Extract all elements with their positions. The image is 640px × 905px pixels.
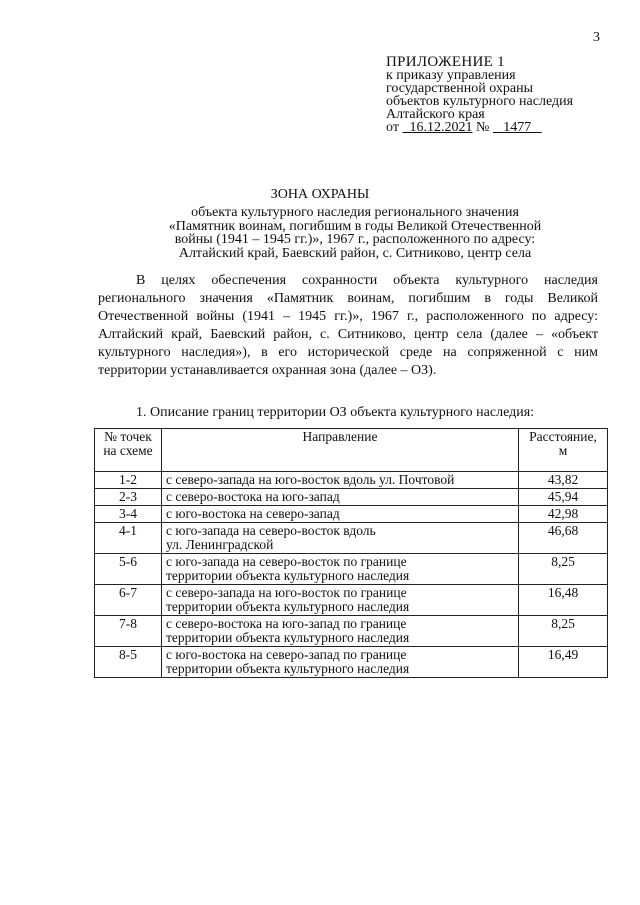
section-heading: 1. Описание границ территории ОЗ объекта культурного наследия: bbox=[136, 405, 535, 420]
table-row bbox=[95, 506, 608, 523]
boundary-table bbox=[94, 428, 608, 678]
direction-line: с северо-востока на юго-запад bbox=[166, 489, 340, 504]
cell-direction bbox=[162, 647, 519, 678]
appendix-title: ПРИЛОЖЕНИЕ 1 bbox=[386, 54, 505, 70]
cell-distance: 42,98 bbox=[519, 506, 608, 523]
zone-subtitle-line: Алтайский край, Баевский район, с. Ситниково, центр села bbox=[178, 245, 532, 261]
direction-line: с юго-востока на северо-запад по границе bbox=[166, 647, 407, 662]
direction-line: с юго-востока на северо-запад bbox=[166, 506, 340, 521]
cell-distance: 16,48 bbox=[519, 585, 608, 616]
cell-points: 4-1 bbox=[95, 523, 162, 554]
order-number-label: № bbox=[475, 120, 490, 135]
zone-title: ЗОНА ОХРАНЫ bbox=[270, 187, 370, 202]
direction-line: ул. Ленинградской bbox=[166, 537, 274, 552]
zone-subtitle-line: войны (1941 – 1945 гг.)», 1967 г., расположенного по адресу: bbox=[174, 232, 536, 247]
cell-distance: 45,94 bbox=[519, 489, 608, 506]
intro-paragraph bbox=[98, 272, 598, 380]
cell-direction bbox=[162, 489, 519, 506]
table-row bbox=[95, 523, 608, 554]
header-points: № точек на схеме bbox=[95, 429, 162, 472]
cell-distance: 16,49 bbox=[519, 647, 608, 678]
cell-distance: 43,82 bbox=[519, 472, 608, 489]
table-row bbox=[95, 554, 608, 585]
direction-line: с юго-запада на северо-восток вдоль bbox=[166, 523, 376, 538]
table-header-row bbox=[95, 429, 608, 472]
table-row bbox=[95, 616, 608, 647]
cell-direction bbox=[162, 554, 519, 585]
table-body bbox=[95, 472, 608, 678]
cell-distance: 46,68 bbox=[519, 523, 608, 554]
table-row bbox=[95, 647, 608, 678]
cell-points: 8-5 bbox=[95, 647, 162, 678]
header-distance: Расстояние, м bbox=[519, 429, 608, 472]
order-date: 16.12.2021 bbox=[409, 120, 473, 135]
appendix-line: Алтайского края bbox=[386, 107, 485, 122]
cell-distance: 8,25 bbox=[519, 616, 608, 647]
zone-subtitle-line: «Памятник воинам, погибшим в годы Великой Отечественной bbox=[168, 218, 542, 234]
cell-distance: 8,25 bbox=[519, 554, 608, 585]
table-row bbox=[95, 489, 608, 506]
cell-points: 1-2 bbox=[95, 472, 162, 489]
page-number: 3 bbox=[593, 30, 600, 45]
cell-direction bbox=[162, 523, 519, 554]
cell-points: 6-7 bbox=[95, 585, 162, 616]
cell-points: 3-4 bbox=[95, 506, 162, 523]
direction-line: с северо-запада на юго-восток по границе bbox=[166, 585, 407, 600]
appendix-line: государственной охраны bbox=[386, 81, 534, 96]
cell-direction bbox=[162, 616, 519, 647]
appendix-line: к приказу управления bbox=[386, 68, 516, 83]
direction-line: с юго-запада на северо-восток по границе bbox=[166, 554, 407, 569]
direction-line: территории объекта культурного наследия bbox=[166, 568, 410, 583]
direction-line: территории объекта культурного наследия bbox=[166, 661, 410, 676]
order-line bbox=[386, 121, 636, 134]
cell-direction bbox=[162, 506, 519, 523]
cell-points: 7-8 bbox=[95, 616, 162, 647]
cell-direction bbox=[162, 472, 519, 489]
cell-direction bbox=[162, 585, 519, 616]
appendix-block bbox=[386, 56, 636, 134]
direction-line: с северо-востока на юго-запад по границе bbox=[166, 616, 407, 631]
appendix-line: объектов культурного наследия bbox=[386, 94, 574, 109]
header-direction: Направление bbox=[162, 429, 519, 472]
table-row bbox=[95, 472, 608, 489]
table-row bbox=[95, 585, 608, 616]
intro-text: В целях обеспечения сохранности объекта культурного наследия регионального значения «Памятник воинам, погибшим в годы Великой Отечественной войны (1941 – 1945 гг.)», 1967 г., расположенного по адресу: Алтайский край, Баевский район, с. Ситниково, центр села (далее – «объект культурного наследия»), в его исторической среде на сопряженной с ним территории устанавливается охранная зона (далее – ОЗ). bbox=[98, 273, 598, 378]
cell-points: 5-6 bbox=[95, 554, 162, 585]
order-from-label: от bbox=[386, 120, 399, 135]
direction-line: территории объекта культурного наследия bbox=[166, 599, 410, 614]
direction-line: с северо-запада на юго-восток вдоль ул. Почтовой bbox=[166, 472, 455, 487]
order-number: 1477 bbox=[503, 120, 532, 135]
direction-line: территории объекта культурного наследия bbox=[166, 630, 410, 645]
zone-subtitle bbox=[130, 206, 580, 260]
zone-subtitle-line: объекта культурного наследия регионального значения bbox=[191, 205, 519, 220]
cell-points: 2-3 bbox=[95, 489, 162, 506]
